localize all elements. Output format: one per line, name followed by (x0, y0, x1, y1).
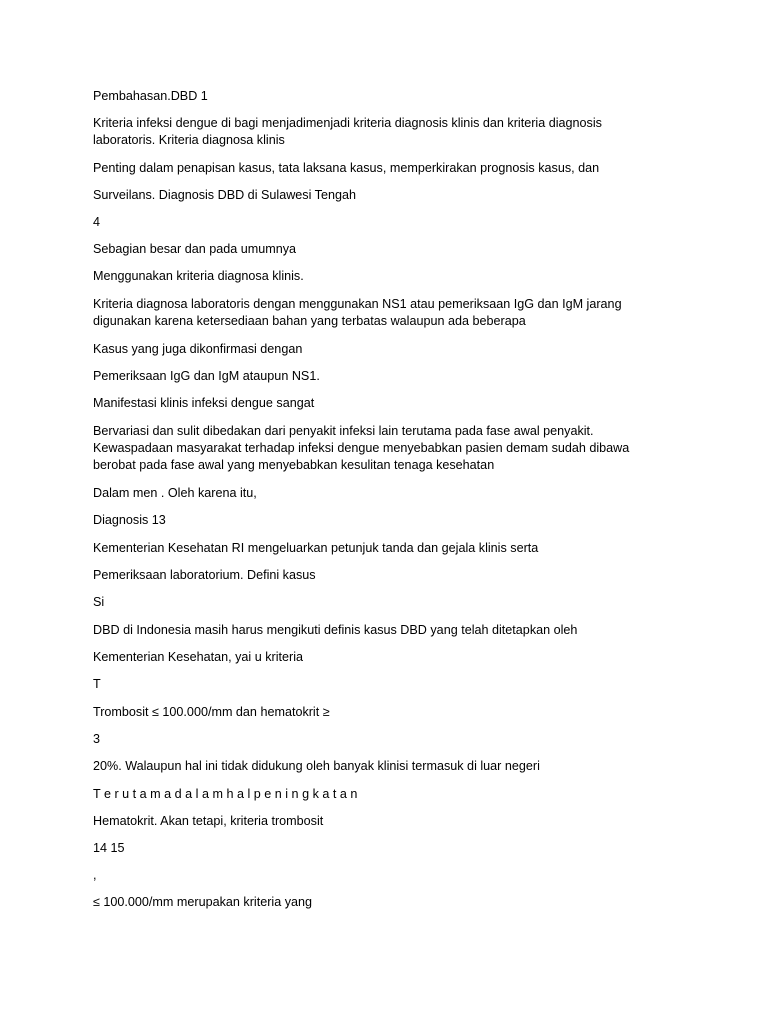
text-line: Hematokrit. Akan tetapi, kriteria trombosit (93, 814, 324, 828)
text-line: T (93, 677, 101, 691)
text-line: Penting dalam penapisan kasus, tata laksana kasus, memperkirakan prognosis kasus, dan (93, 161, 600, 175)
text-line: , (93, 868, 97, 882)
paragraph-manifestation (93, 423, 673, 474)
text-line: 14 15 (93, 841, 125, 855)
paragraph-lab-criteria (93, 296, 673, 330)
text-line-spaced: T e r u t a m a d a l a m h a l p e n i n g k a t a n (93, 787, 358, 801)
text-line: Surveilans. Diagnosis DBD di Sulawesi Tengah (93, 188, 356, 202)
text-line: Kementerian Kesehatan RI mengeluarkan petunjuk tanda dan gejala klinis serta (93, 541, 539, 555)
text-line: 20%. Walaupun hal ini tidak didukung oleh banyak klinisi termasuk di luar negeri (93, 759, 540, 773)
doc-heading: Pembahasan.DBD 1 (93, 89, 208, 103)
text-line: Kriteria infeksi dengue di bagi menjadimenjadi kriteria diagnosis klinis dan kriteria diagnosis (93, 116, 602, 130)
text-line: Kewaspadaan masyarakat terhadap infeksi dengue menyebabkan pasien demam sudah dibawa (93, 441, 630, 455)
text-line: Kementerian Kesehatan, yai u kriteria (93, 650, 304, 664)
text-line: Manifestasi klinis infeksi dengue sangat (93, 396, 315, 410)
text-line: Menggunakan kriteria diagnosa klinis. (93, 269, 304, 283)
text-line: Diagnosis 13 (93, 513, 166, 527)
text-line: DBD di Indonesia masih harus mengikuti definis kasus DBD yang telah ditetapkan oleh (93, 623, 578, 637)
text-line: Bervariasi dan sulit dibedakan dari penyakit infeksi lain terutama pada fase awal penyakit. (93, 424, 594, 438)
text-line: Trombosit ≤ 100.000/mm dan hematokrit ≥ (93, 705, 330, 719)
text-line: Sebagian besar dan pada umumnya (93, 242, 297, 256)
text-line: Si (93, 595, 105, 609)
text-line: 4 (93, 215, 101, 229)
text-line: Kasus yang juga dikonfirmasi dengan (93, 342, 303, 356)
text-line: Pemeriksaan IgG dan IgM ataupun NS1. (93, 369, 320, 383)
text-line: Pemeriksaan laboratorium. Defini kasus (93, 568, 316, 582)
text-line: Dalam men . Oleh karena itu, (93, 486, 257, 500)
text-line: digunakan karena ketersediaan bahan yang terbatas walaupun ada beberapa (93, 314, 526, 328)
text-line: ≤ 100.000/mm merupakan kriteria yang (93, 895, 313, 909)
text-line: 3 (93, 732, 101, 746)
text-line: Kriteria diagnosa laboratoris dengan menggunakan NS1 atau pemeriksaan IgG dan IgM jarang (93, 297, 622, 311)
text-line: laboratoris. Kriteria diagnosa klinis (93, 133, 285, 147)
text-line: berobat pada fase awal yang menyebabkan kesulitan tenaga kesehatan (93, 458, 495, 472)
paragraph-criteria (93, 115, 673, 149)
